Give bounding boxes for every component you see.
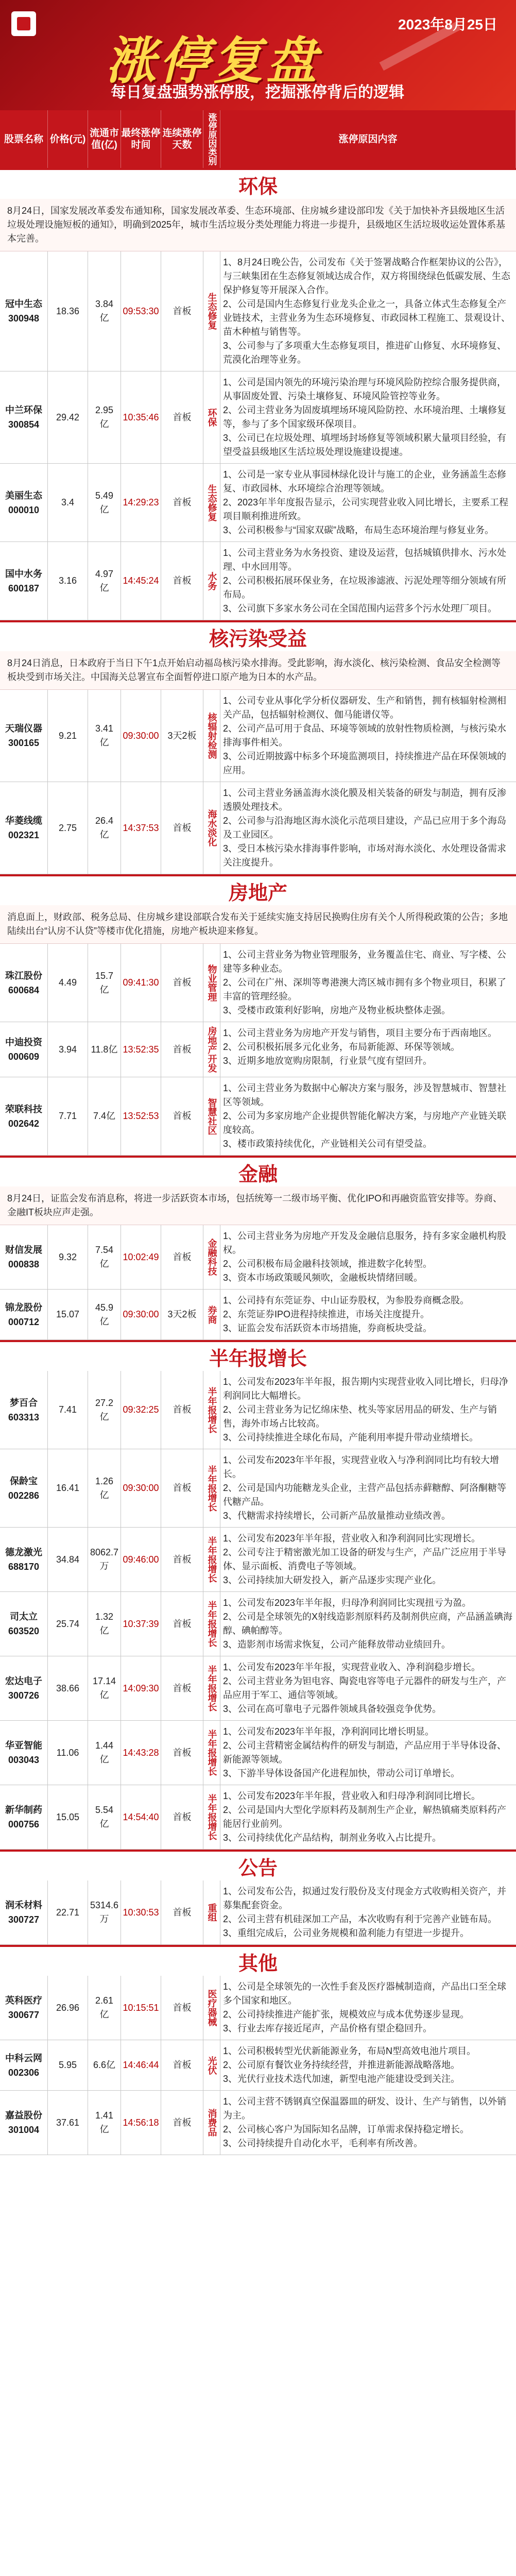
consecutive-days: 首板: [161, 1449, 203, 1527]
stock-name: 锦龙股份 000712: [0, 1290, 48, 1340]
price: 38.66: [48, 1656, 88, 1720]
reason-category: 消费品: [203, 2091, 220, 2155]
consecutive-days: 3天2板: [161, 1290, 203, 1340]
table-row: [0, 371, 516, 464]
section-title: 公告: [0, 1850, 516, 1880]
reason-content: 1、公司主营业务为数据中心解决方案与服务，涉及智慧城市、智慧社区等领域。 2、公司为多家房地产企业提供智能化解决方案，与房地产产业链关联度较高。 3、楼市政策持续优化，产业链相关公司有望受益。: [223, 1083, 507, 1149]
market-cap: 7.54亿: [88, 1225, 121, 1289]
price: 3.4: [48, 464, 88, 541]
consecutive-days: 首板: [161, 1528, 203, 1591]
reason-content: 1、公司主营业务涵盖海水淡化膜及相关装备的研发与制造，拥有反渗透膜处理技术。 2、公司参与沿海地区海水淡化示范项目建设，产品已应用于多个海岛及工业园区。 3、受日本核污染水排海事件影响，市场对海水淡化、水处理设备需求关注度提升。: [223, 788, 507, 868]
limit-time: 10:15:51: [121, 1976, 161, 2040]
table-row: [0, 1721, 516, 1785]
section-intro: 消息面上，财政部、税务总局、住房城乡建设部联合发布关于延续实施支持居民换购住房有关个人所得税政策的公告；多地陆续出台“认房不认贷”等楼市优化措施，房地产板块迎来修复。: [0, 905, 516, 944]
consecutive-days: 首板: [161, 782, 203, 874]
reason-category: 海水淡化: [203, 782, 220, 874]
reason-category: 生态修复: [203, 464, 220, 541]
header-reason-category: 涨停原因类别: [203, 110, 220, 168]
limit-time: 09:30:00: [121, 1449, 161, 1527]
reason-category: 半年报增长: [203, 1592, 220, 1656]
price: 15.07: [48, 1290, 88, 1340]
consecutive-days: 首板: [161, 464, 203, 541]
limit-time: 14:09:30: [121, 1656, 161, 1720]
section-title: 环保: [0, 168, 516, 199]
sections: [0, 168, 516, 2155]
consecutive-days: 首板: [161, 1880, 203, 1944]
stock-name: 珠江股份 600684: [0, 944, 48, 1022]
market-cap: 26.4亿: [88, 782, 121, 874]
stock-name: 英科医疗 300677: [0, 1976, 48, 2040]
reason-content: 1、公司主营业务为物业管理服务，业务覆盖住宅、商业、写字楼、公建等多种业态。 2、公司在广州、深圳等粤港澳大湾区城市拥有多个物业项目，积累了丰富的管理经验。 3、受楼市政策利好影响，房地产及物业板块整体走强。: [223, 950, 507, 1015]
limit-time: 13:52:53: [121, 1077, 161, 1155]
reason-category: 券商: [203, 1290, 220, 1340]
limit-time: 09:41:30: [121, 944, 161, 1022]
reason-content: 1、公司专业从事化学分析仪器研发、生产和销售，拥有核辐射检测相关产品，包括辐射检测仪、伽马能谱仪等。 2、公司产品可用于食品、环境等领域的放射性物质检测，与核污染水排海事件相关。 3、公司近期披露中标多个环境监测项目，持续推进产品在环保领域的应用。: [223, 696, 507, 775]
limit-time: 14:56:18: [121, 2091, 161, 2155]
stock-name: 润禾材料 300727: [0, 1880, 48, 1944]
table-row: [0, 542, 516, 620]
section-title: 半年报增长: [0, 1340, 516, 1371]
market-cap: 3.41亿: [88, 690, 121, 782]
limit-time: 09:53:30: [121, 251, 161, 371]
market-cap: 45.9亿: [88, 1290, 121, 1340]
table-row: [0, 464, 516, 542]
reason-content: 1、公司主营业务为水务投资、建设及运营，包括城镇供排水、污水处理、中水回用等。 2、公司积极拓展环保业务，在垃圾渗滤液、污泥处理等细分领域有所布局。 3、公司旗下多家水务公司在全国范围内运营多个污水处理厂项目。: [223, 548, 507, 614]
reason-content: 1、公司发布2023年半年报，实现营业收入与净利润同比均有较大增长。 2、公司是国内功能糖龙头企业，主营产品包括赤藓糖醇、阿洛酮糖等代糖产品。 3、代糖需求持续增长，公司新产品放量推动业绩改善。: [223, 1455, 507, 1521]
table-row: [0, 782, 516, 874]
reason-category: 环保: [203, 371, 220, 463]
reason-category: 半年报增长: [203, 1785, 220, 1849]
limit-time: 14:54:40: [121, 1785, 161, 1849]
reason-category: 水务: [203, 542, 220, 620]
section-intro: 8月24日，国家发展改革委发布通知称，国家发展改革委、生态环境部、住房城乡建设部印发《关于加快补齐县级地区生活垃圾处理设施短板的通知》，明确到2025年，城市生活垃圾分类处理能力将进一步提升，县级地区生活垃圾收运处置体系基本完善。: [0, 199, 516, 251]
price: 7.71: [48, 1077, 88, 1155]
reason-content: 1、公司发布2023年半年报，营业收入和归母净利润同比增长。 2、公司是国内大型化学原料药及制剂生产企业，解热镇痛类原料药产能居行业前列。 3、公司持续优化产品结构，制剂业务收入占比提升。: [223, 1791, 507, 1843]
limit-time: 10:37:39: [121, 1592, 161, 1656]
table-row: [0, 1785, 516, 1850]
price: 25.74: [48, 1592, 88, 1656]
reason-category: 半年报增长: [203, 1721, 220, 1785]
price: 9.21: [48, 690, 88, 782]
market-cap: 8062.7万: [88, 1528, 121, 1591]
reason-content: 1、公司主营业务为房地产开发与销售，项目主要分布于西南地区。 2、公司积极拓展多元化业务，布局新能源、环保等领域。 3、近期多地放宽购房限制，行业景气度有望回升。: [223, 1028, 497, 1066]
reason-category: 物业管理: [203, 944, 220, 1022]
table-row: [0, 1880, 516, 1945]
reason-content: 1、公司是一家专业从事园林绿化设计与施工的企业，业务涵盖生态修复、市政园林、水环境综合治理等领域。 2、2023年半年度报告显示，公司实现营业收入同比增长，主要系工程项目顺利推进所致。 3、公司积极参与“国家双碳”战略，布局生态环境治理与修复业务。: [223, 469, 509, 535]
reason-content: 1、公司发布公告，拟通过发行股份及支付现金方式收购相关资产，并募集配套资金。 2、公司主营有机硅深加工产品，本次收购有利于完善产业链布局。 3、重组完成后，公司业务规模和盈利能力有望进一步提升。: [223, 1886, 507, 1938]
market-cap: 5.49亿: [88, 464, 121, 541]
price: 22.71: [48, 1880, 88, 1944]
price: 9.32: [48, 1225, 88, 1289]
table-header: [0, 110, 516, 168]
market-cap: 5314.6万: [88, 1880, 121, 1944]
table-row: [0, 1371, 516, 1449]
limit-time: 13:52:35: [121, 1022, 161, 1077]
consecutive-days: 3天2板: [161, 690, 203, 782]
market-cap: 2.95亿: [88, 371, 121, 463]
reason-content: 1、公司发布2023年半年报，报告期内实现营业收入同比增长，归母净利润同比大幅增长。 2、公司主营业务为记忆绵床垫、枕头等家居用品的研发、生产与销售，海外市场占比较高。 3、公司持续推进全球化布局，产能利用率提升带动业绩增长。: [223, 1377, 509, 1443]
market-cap: 4.97亿: [88, 542, 121, 620]
consecutive-days: 首板: [161, 2091, 203, 2155]
stock-name: 司太立 603520: [0, 1592, 48, 1656]
table-row: [0, 1592, 516, 1656]
consecutive-days: 首板: [161, 251, 203, 371]
price: 18.36: [48, 251, 88, 371]
market-cap: 27.2亿: [88, 1371, 121, 1449]
consecutive-days: 首板: [161, 1077, 203, 1155]
price: 11.06: [48, 1721, 88, 1785]
stock-name: 宏达电子 300726: [0, 1656, 48, 1720]
header-reason-content: 涨停原因内容: [220, 110, 516, 168]
limit-time: 14:29:23: [121, 464, 161, 541]
limit-time: 09:30:00: [121, 690, 161, 782]
table-row: [0, 251, 516, 371]
price: 3.16: [48, 542, 88, 620]
reason-category: 核辐射检测: [203, 690, 220, 782]
reason-content: 1、公司是国内领先的环境污染治理与环境风险防控综合服务提供商，从事固废处置、污染土壤修复、环境风险管控等业务。 2、公司主营业务为固废填埋场环境风险防控、水环境治理、土壤修复等，参与了多个国家级环保项目。 3、公司已在垃圾处理、填埋场封场修复等领域积累大量项目经验，有望受益县级地区生活垃圾处理设施建设提速。: [223, 377, 507, 457]
market-cap: 1.44亿: [88, 1721, 121, 1785]
consecutive-days: 首板: [161, 1785, 203, 1849]
table-row: [0, 1656, 516, 1721]
page-subtitle: 每日复盘强势涨停股，挖掘涨停背后的逻辑: [111, 84, 404, 101]
limit-time: 14:37:53: [121, 782, 161, 874]
header-consecutive-days: 连续涨停天数: [161, 110, 203, 168]
market-cap: 7.4亿: [88, 1077, 121, 1155]
table-row: [0, 1022, 516, 1077]
consecutive-days: 首板: [161, 1225, 203, 1289]
reason-category: 医疗器械: [203, 1976, 220, 2040]
stock-name: 中科云网 002306: [0, 2040, 48, 2090]
limit-time: 09:30:00: [121, 1290, 161, 1340]
stock-name: 中兰环保 300854: [0, 371, 48, 463]
stock-name: 德龙激光 688170: [0, 1528, 48, 1591]
stock-name: 中迪投资 000609: [0, 1022, 48, 1077]
limit-time: 09:32:25: [121, 1371, 161, 1449]
table-row: [0, 1528, 516, 1592]
header-stock-name: 股票名称: [0, 110, 48, 168]
consecutive-days: 首板: [161, 1592, 203, 1656]
price: 2.75: [48, 782, 88, 874]
market-cap: 1.26亿: [88, 1449, 121, 1527]
reason-category: 半年报增长: [203, 1656, 220, 1720]
reason-category: 金融科技: [203, 1225, 220, 1289]
price: 29.42: [48, 371, 88, 463]
page-title: 涨停复盘: [106, 32, 320, 89]
consecutive-days: 首板: [161, 542, 203, 620]
app-logo-icon: [11, 11, 36, 36]
price: 15.05: [48, 1785, 88, 1849]
price: 5.95: [48, 2040, 88, 2090]
table-row: [0, 1225, 516, 1290]
market-cap: 15.7亿: [88, 944, 121, 1022]
price: 34.84: [48, 1528, 88, 1591]
stock-name: 保龄宝 002286: [0, 1449, 48, 1527]
limit-time: 14:46:44: [121, 2040, 161, 2090]
consecutive-days: 首板: [161, 944, 203, 1022]
reason-content: 1、公司主营业务为房地产开发及金融信息服务，持有多家金融机构股权。 2、公司积极布局金融科技领域，推进数字化转型。 3、资本市场政策暖风频吹，金融板块情绪回暖。: [223, 1231, 507, 1283]
reason-category: 智慧社区: [203, 1077, 220, 1155]
reason-content: 1、公司主营不锈钢真空保温器皿的研发、设计、生产与销售，以外销为主。 2、公司核心客户为国际知名品牌，订单需求保持稳定增长。 3、公司持续提升自动化水平，毛利率有所改善。: [223, 2096, 507, 2148]
reason-content: 1、公司发布2023年半年报，归母净利润同比实现扭亏为盈。 2、公司是全球领先的X射线造影剂原料药及制剂供应商，产品涵盖碘海醇、碘帕醇等。 3、造影剂市场需求恢复，公司产能释放带动业绩回升。: [223, 1598, 513, 1650]
table-row: [0, 2091, 516, 2155]
header-market-cap: 流通市值(亿): [88, 110, 121, 168]
stock-name: 梦百合 603313: [0, 1371, 48, 1449]
consecutive-days: 首板: [161, 2040, 203, 2090]
market-cap: 1.32亿: [88, 1592, 121, 1656]
limit-time: 09:46:00: [121, 1528, 161, 1591]
consecutive-days: 首板: [161, 371, 203, 463]
stock-name: 嘉益股份 301004: [0, 2091, 48, 2155]
reason-category: 半年报增长: [203, 1528, 220, 1591]
reason-category: 房地产开发: [203, 1022, 220, 1077]
price: 7.41: [48, 1371, 88, 1449]
market-cap: 3.84亿: [88, 251, 121, 371]
reason-category: 生态修复: [203, 251, 220, 371]
section-title: 房地产: [0, 874, 516, 905]
reason-content: 1、公司积极转型光伏新能源业务，布局N型高效电池片项目。 2、公司原有餐饮业务持续经营，并推进新能源战略落地。 3、光伏行业技术迭代加速，新型电池产能建设受到关注。: [223, 2046, 476, 2084]
limit-time: 10:30:53: [121, 1880, 161, 1944]
limit-time: 14:45:24: [121, 542, 161, 620]
table-row: [0, 944, 516, 1022]
header-limit-time: 最终涨停时间: [121, 110, 161, 168]
market-cap: 5.54亿: [88, 1785, 121, 1849]
header-banner: [0, 0, 516, 110]
consecutive-days: 首板: [161, 1976, 203, 2040]
report-date: 2023年8月25日: [398, 16, 497, 32]
section-title: 其他: [0, 1945, 516, 1976]
table-row: [0, 1077, 516, 1156]
stock-name: 华菱线缆 002321: [0, 782, 48, 874]
table-row: [0, 690, 516, 782]
stock-name: 财信发展 000838: [0, 1225, 48, 1289]
stock-name: 荣联科技 002642: [0, 1077, 48, 1155]
table-row: [0, 1449, 516, 1528]
price: 16.41: [48, 1449, 88, 1527]
table-row: [0, 1290, 516, 1340]
table-row: [0, 1976, 516, 2040]
reason-content: 1、公司发布2023年半年报，营业收入和净利润同比实现增长。 2、公司专注于精密激光加工设备的研发与生产，产品广泛应用于半导体、显示面板、消费电子等领域。 3、公司持续加大研发投入，新产品逐步实现产业化。: [223, 1533, 507, 1585]
consecutive-days: 首板: [161, 1656, 203, 1720]
stock-name: 美丽生态 000010: [0, 464, 48, 541]
price: 3.94: [48, 1022, 88, 1077]
market-cap: 17.14亿: [88, 1656, 121, 1720]
reason-category: 重组: [203, 1880, 220, 1944]
stock-name: 冠中生态 300948: [0, 251, 48, 371]
reason-content: 1、公司发布2023年半年报，实现营业收入、净利润稳步增长。 2、公司主营业务为钽电容、陶瓷电容等电子元器件的研发与生产，产品应用于军工、通信等领域。 3、公司在高可靠电子元器件领域具备较强竞争优势。: [223, 1662, 507, 1714]
reason-category: 半年报增长: [203, 1449, 220, 1527]
reason-content: 1、公司持有东莞证券、中山证券股权，为参股券商概念股。 2、东莞证券IPO进程持续推进，市场关注度提升。 3、证监会发布活跃资本市场措施，券商板块受益。: [223, 1295, 470, 1333]
reason-content: 1、公司是全球领先的一次性手套及医疗器械制造商，产品出口至全球多个国家和地区。 2、公司持续推进产能扩张，规模效应与成本优势逐步显现。 3、行业去库存接近尾声，产品价格有望企稳回升。: [223, 1981, 507, 2033]
limit-time: 10:35:46: [121, 371, 161, 463]
market-cap: 11.8亿: [88, 1022, 121, 1077]
market-cap: 2.61亿: [88, 1976, 121, 2040]
reason-content: 1、公司发布2023年半年报，净利润同比增长明显。 2、公司主营精密金属结构件的研发与制造，产品应用于半导体设备、新能源等领域。 3、下游半导体设备国产化进程加快，带动公司订单增长。: [223, 1726, 507, 1778]
section-title: 核污染受益: [0, 620, 516, 651]
section-title: 金融: [0, 1156, 516, 1187]
section-intro: 8月24日，证监会发布消息称，将进一步活跃资本市场，包括统筹一二级市场平衡、优化IPO和再融资监管安排等。券商、金融IT板块应声走强。: [0, 1187, 516, 1225]
reason-category: 半年报增长: [203, 1371, 220, 1449]
stock-name: 天瑞仪器 300165: [0, 690, 48, 782]
limit-time: 14:43:28: [121, 1721, 161, 1785]
header-price: 价格(元): [48, 110, 88, 168]
table-row: [0, 2040, 516, 2091]
reason-category: 光伏: [203, 2040, 220, 2090]
price: 26.96: [48, 1976, 88, 2040]
stock-name: 国中水务 600187: [0, 542, 48, 620]
stock-name: 华亚智能 003043: [0, 1721, 48, 1785]
consecutive-days: 首板: [161, 1721, 203, 1785]
section-intro: 8月24日消息，日本政府于当日下午1点开始启动福岛核污染水排海。受此影响，海水淡化、核污染检测、食品安全检测等板块受到市场关注。中国海关总署宣布全面暂停进口原产地为日本的水产品。: [0, 651, 516, 690]
market-cap: 6.6亿: [88, 2040, 121, 2090]
consecutive-days: 首板: [161, 1371, 203, 1449]
limit-time: 10:02:49: [121, 1225, 161, 1289]
price: 4.49: [48, 944, 88, 1022]
reason-content: 1、8月24日晚公告，公司发布《关于签署战略合作框架协议的公告》，与三峡集团在生态修复领域达成合作，双方将围绕绿色低碳发展、生态保护修复等开展深入合作。 2、公司是国内生态修复行业龙头企业之一，具备立体式生态修复全产业链技术，主营业务为生态环境修复、市政园林工程施工、景观设计、苗木种植与销售等。 3、公司参与了多项重大生态修复项目，推进矿山修复、水环境修复、荒漠化治理等业务。: [223, 257, 510, 365]
stock-name: 新华制药 000756: [0, 1785, 48, 1849]
consecutive-days: 首板: [161, 1022, 203, 1077]
market-cap: 1.41亿: [88, 2091, 121, 2155]
price: 37.61: [48, 2091, 88, 2155]
